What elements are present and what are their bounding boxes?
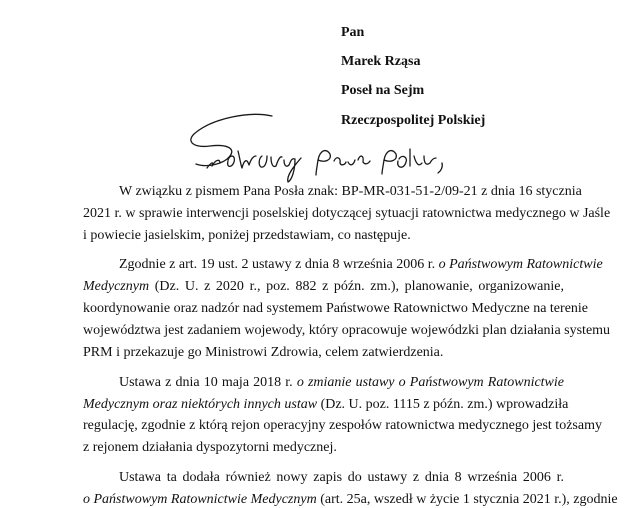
paragraph-3-text: Ustawa z dnia 10 maja 2018 r.: [119, 375, 297, 390]
paragraph-3-line-3: regulację, zgodnie z którą rejon operacyjny zespołów ratownictwa medycznego jest tożsamy: [83, 418, 602, 433]
paragraph-3-line-2: [83, 397, 569, 413]
recipient-institution: Rzeczpospolitej Polskiej: [341, 113, 486, 128]
paragraph-2-line-3: koordynowanie oraz nadzór nad systemem Państwowe Ratownictwo Medyczne na terenie: [83, 301, 589, 316]
paragraph-2-line-4: województwa jest zadaniem wojewody, który opracowuje wojewódzki plan działania systemu: [83, 323, 611, 338]
law-title-italic: Medycznym: [83, 279, 150, 294]
paragraph-1-line-1: W związku z pismem Pana Posła znak: BP-MR-031-51-2/09-21 z dnia 16 stycznia: [119, 184, 582, 199]
paragraph-2-line-1: [119, 257, 603, 273]
law-title-italic: Medycznym oraz niektórych innych ustaw: [83, 397, 318, 412]
law-title-italic: o Państwowym Ratownictwie: [438, 257, 603, 272]
paragraph-2-line-5: PRM i przekazuje go Ministrowi Zdrowia, celem zatwierdzenia.: [83, 345, 444, 360]
paragraph-4-line-2: [83, 492, 618, 508]
paragraph-2-line-2: [83, 279, 564, 295]
paragraph-3-line-1: [119, 375, 564, 391]
law-title-italic: o Państwowym Ratownictwie Medycznym: [83, 492, 317, 507]
paragraph-3-line-4: z rejonem działania dyspozytorni medycznej.: [83, 440, 337, 455]
paragraph-4-text: (art. 25a, wszedł w życie 1 stycznia 2021 r.), zgodnie: [316, 492, 618, 507]
paragraph-2-text: Zgodnie z art. 19 ust. 2 ustawy z dnia 8 września 2006 r.: [119, 257, 439, 272]
paragraph-1-line-2: 2021 r. w sprawie interwencji poselskiej dotyczącej sytuacji ratownictwa medycznego w Jaśle: [83, 206, 611, 221]
paragraph-4-line-1: Ustawa ta dodała również nowy zapis do ustawy z dnia 8 września 2006 r.: [119, 470, 564, 485]
paragraph-3-text: (Dz. U. poz. 1115 z późn. zm.) wprowadziła: [317, 397, 569, 412]
paragraph-1-line-3: i powiecie jasielskim, poniżej przedstawiam, co następuje.: [83, 228, 411, 243]
handwritten-salutation: [0, 0, 640, 200]
law-title-italic: o zmianie ustawy o Państwowym Ratownictwie: [296, 375, 565, 390]
recipient-name: Marek Rząsa: [341, 54, 421, 69]
paragraph-2-text: (Dz. U. z 2020 r., poz. 882 z późn. zm.), planowanie, organizowanie,: [149, 279, 564, 294]
recipient-position: Poseł na Sejm: [341, 83, 425, 98]
recipient-title: Pan: [341, 25, 365, 40]
